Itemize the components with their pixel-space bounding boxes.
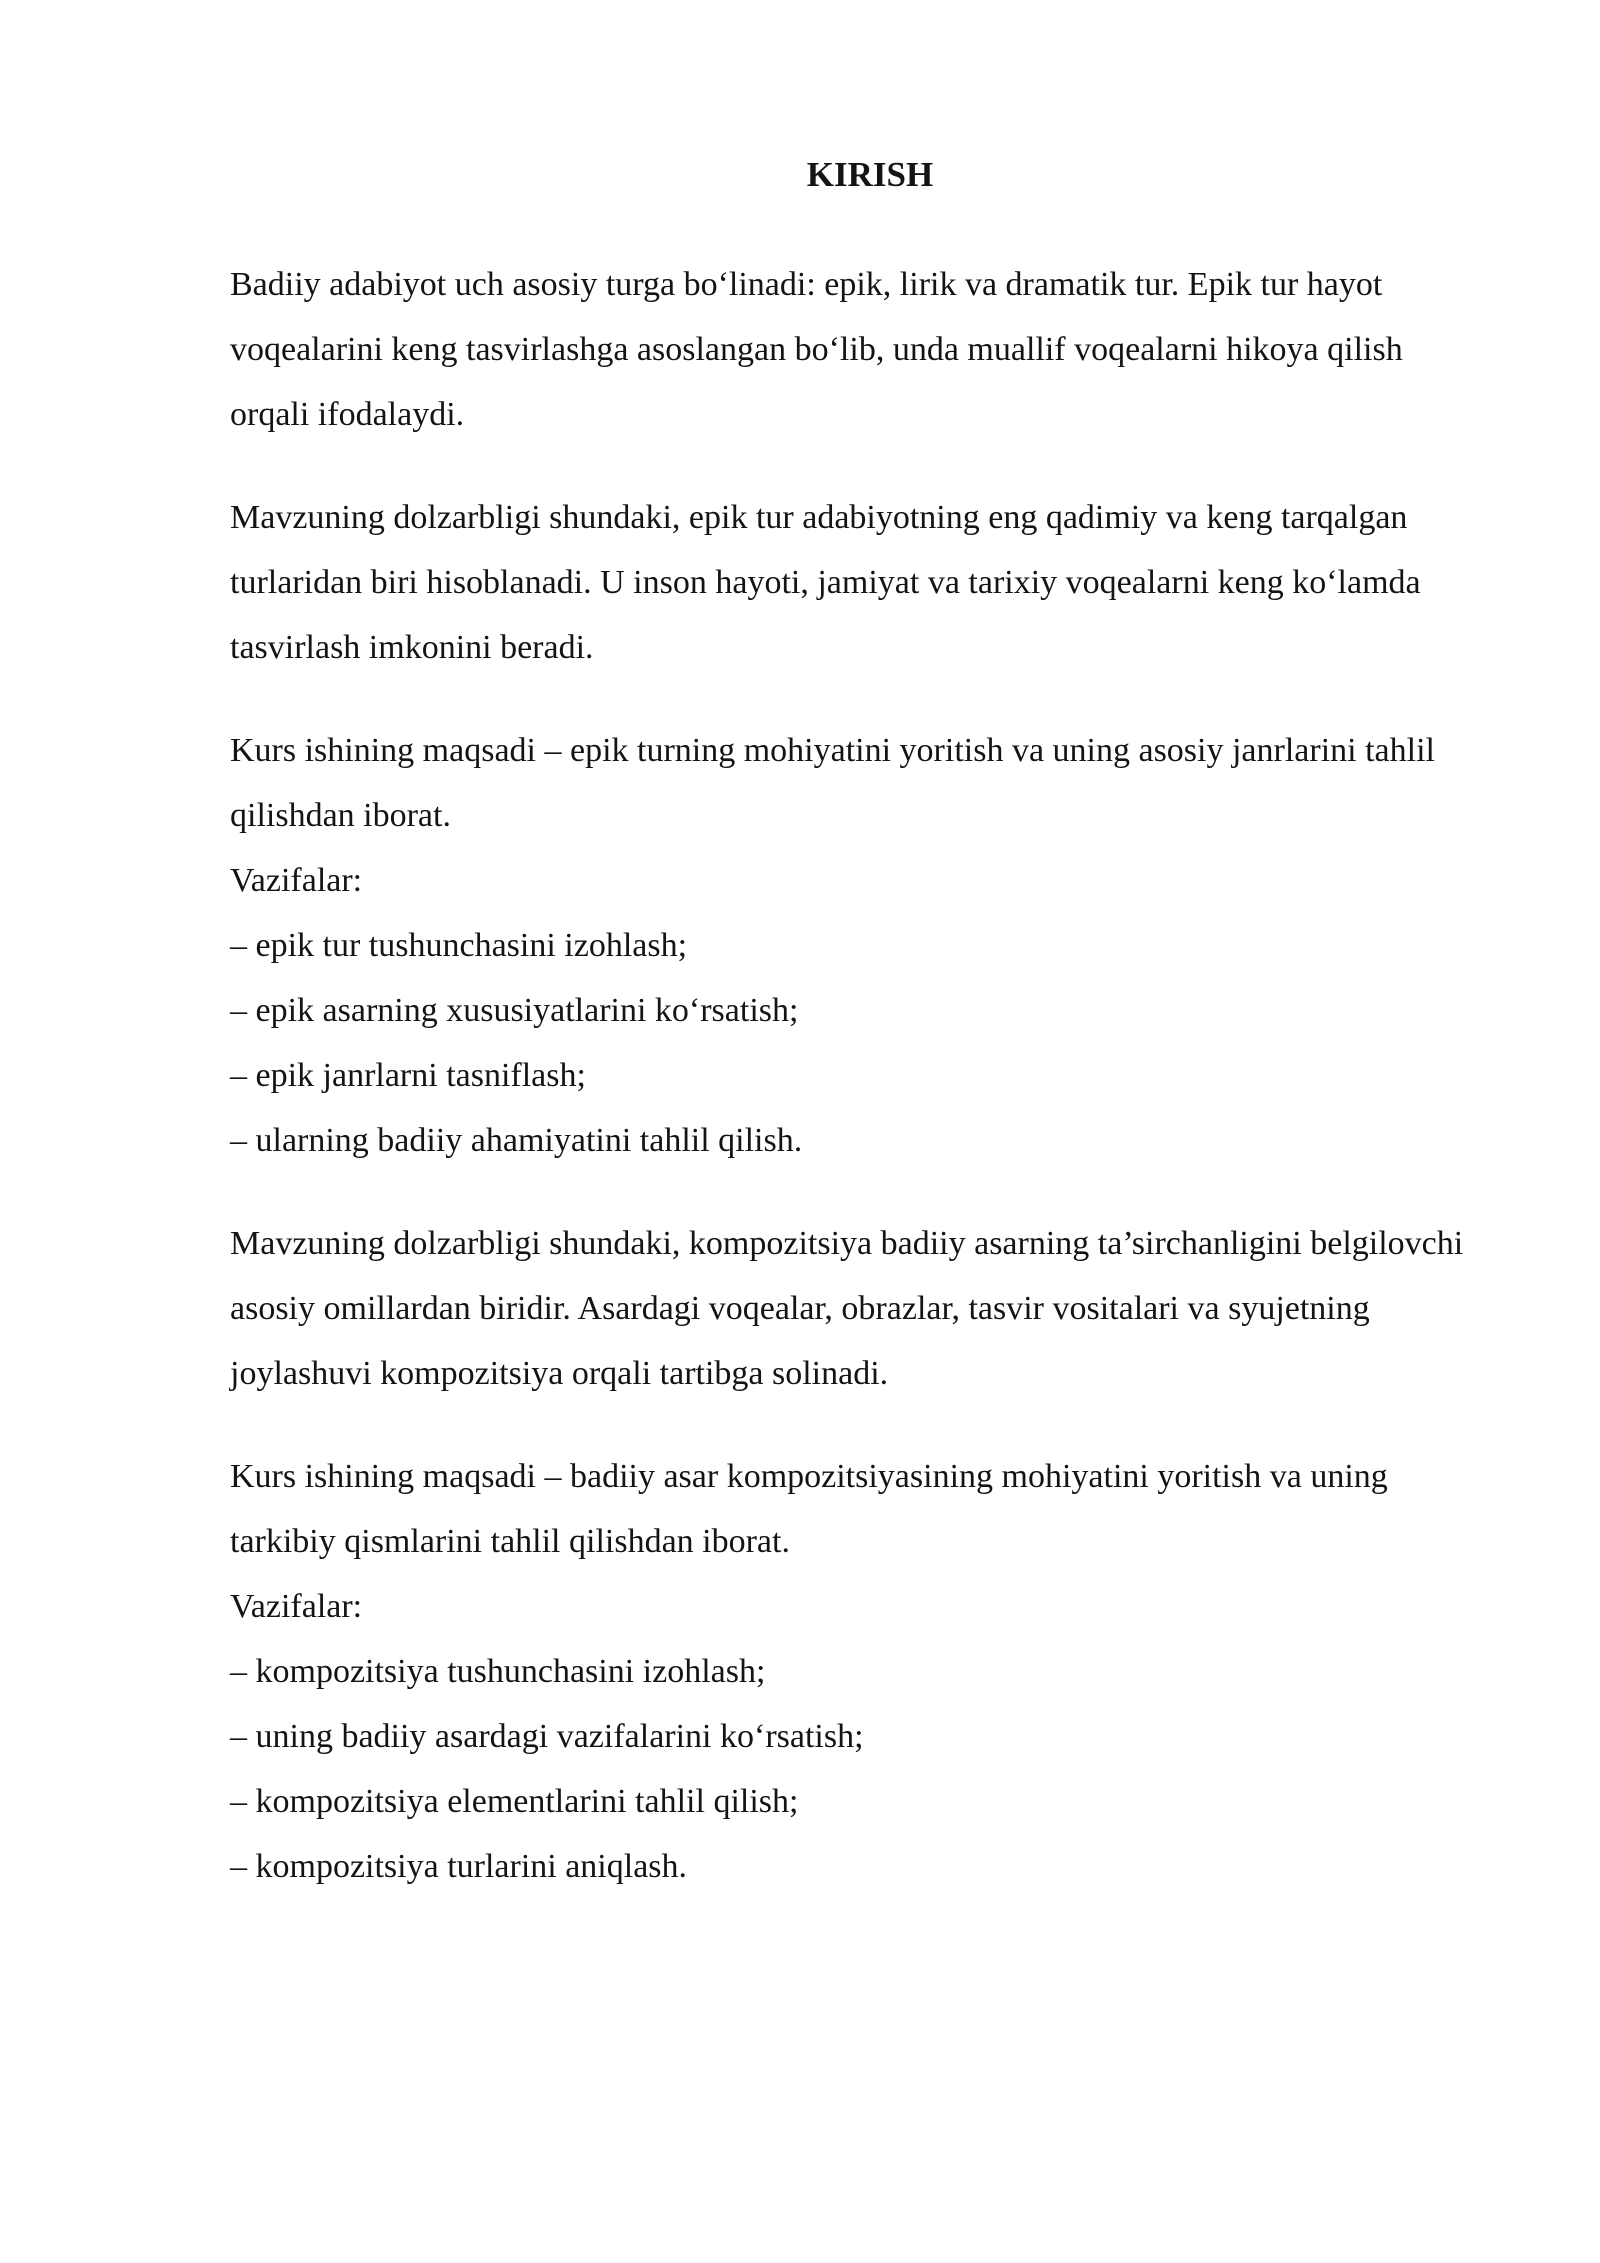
page-title: KIRISH: [806, 155, 934, 194]
list-item: – kompozitsiya turlarini aniqlash.: [230, 1848, 688, 1885]
list-item: – kompozitsiya elementlarini tahlil qilish;: [230, 1783, 799, 1820]
paragraph-gap: [230, 447, 1490, 485]
paragraph-gap: [230, 1173, 1490, 1211]
paragraph-relevance-2: Mavzuning dolzarbligi shundaki, kompozitsiya badiiy asarning ta’sirchanligini belgilovchi asosiy omillardan biridir. Asardagi voqealar, obrazlar, tasvir vositalari va syujetning joylashuvi kompozitsiya orqali tartibga solinadi.: [230, 1225, 1464, 1392]
tasks-list-2: [230, 1639, 1490, 1899]
document-body: [230, 150, 1490, 1899]
list-item: – kompozitsiya tushunchasini izohlash;: [230, 1653, 766, 1690]
tasks-label: Vazifalar:: [230, 1588, 363, 1625]
paragraph-intro: Badiiy adabiyot uch asosiy turga bo‘linadi: epik, lirik va dramatik tur. Epik tur hayot voqealarini keng tasvirlashga asoslangan bo‘lib, unda muallif voqealarni hikoya qilish orqali ifodalaydi.: [230, 266, 1403, 433]
list-item: – epik tur tushunchasini izohlash;: [230, 927, 688, 964]
paragraph-gap: [230, 680, 1490, 718]
list-item: – uning badiiy asardagi vazifalarini ko‘rsatish;: [230, 1718, 864, 1755]
paragraph-relevance-1: Mavzuning dolzarbligi shundaki, epik tur adabiyotning eng qadimiy va keng tarqalgan turlaridan biri hisoblanadi. U inson hayoti, jamiyat va tarixiy voqealarni keng ko‘lamda tasvirlash imkonini beradi.: [230, 499, 1421, 666]
list-item: – epik asarning xususiyatlarini ko‘rsatish;: [230, 992, 799, 1029]
tasks-label: Vazifalar:: [230, 862, 363, 899]
list-item: – epik janrlarni tasniflash;: [230, 1057, 586, 1094]
tasks-list-1: [230, 913, 1490, 1173]
paragraph-goal-1: Kurs ishining maqsadi – epik turning mohiyatini yoritish va uning asosiy janrlarini tahlil qilishdan iborat.: [230, 732, 1435, 834]
paragraph-gap: [230, 1406, 1490, 1444]
paragraph-goal-2: Kurs ishining maqsadi – badiiy asar kompozitsiyasining mohiyatini yoritish va uning tarkibiy qismlarini tahlil qilishdan iborat.: [230, 1458, 1388, 1560]
list-item: – ularning badiiy ahamiyatini tahlil qilish.: [230, 1122, 803, 1159]
